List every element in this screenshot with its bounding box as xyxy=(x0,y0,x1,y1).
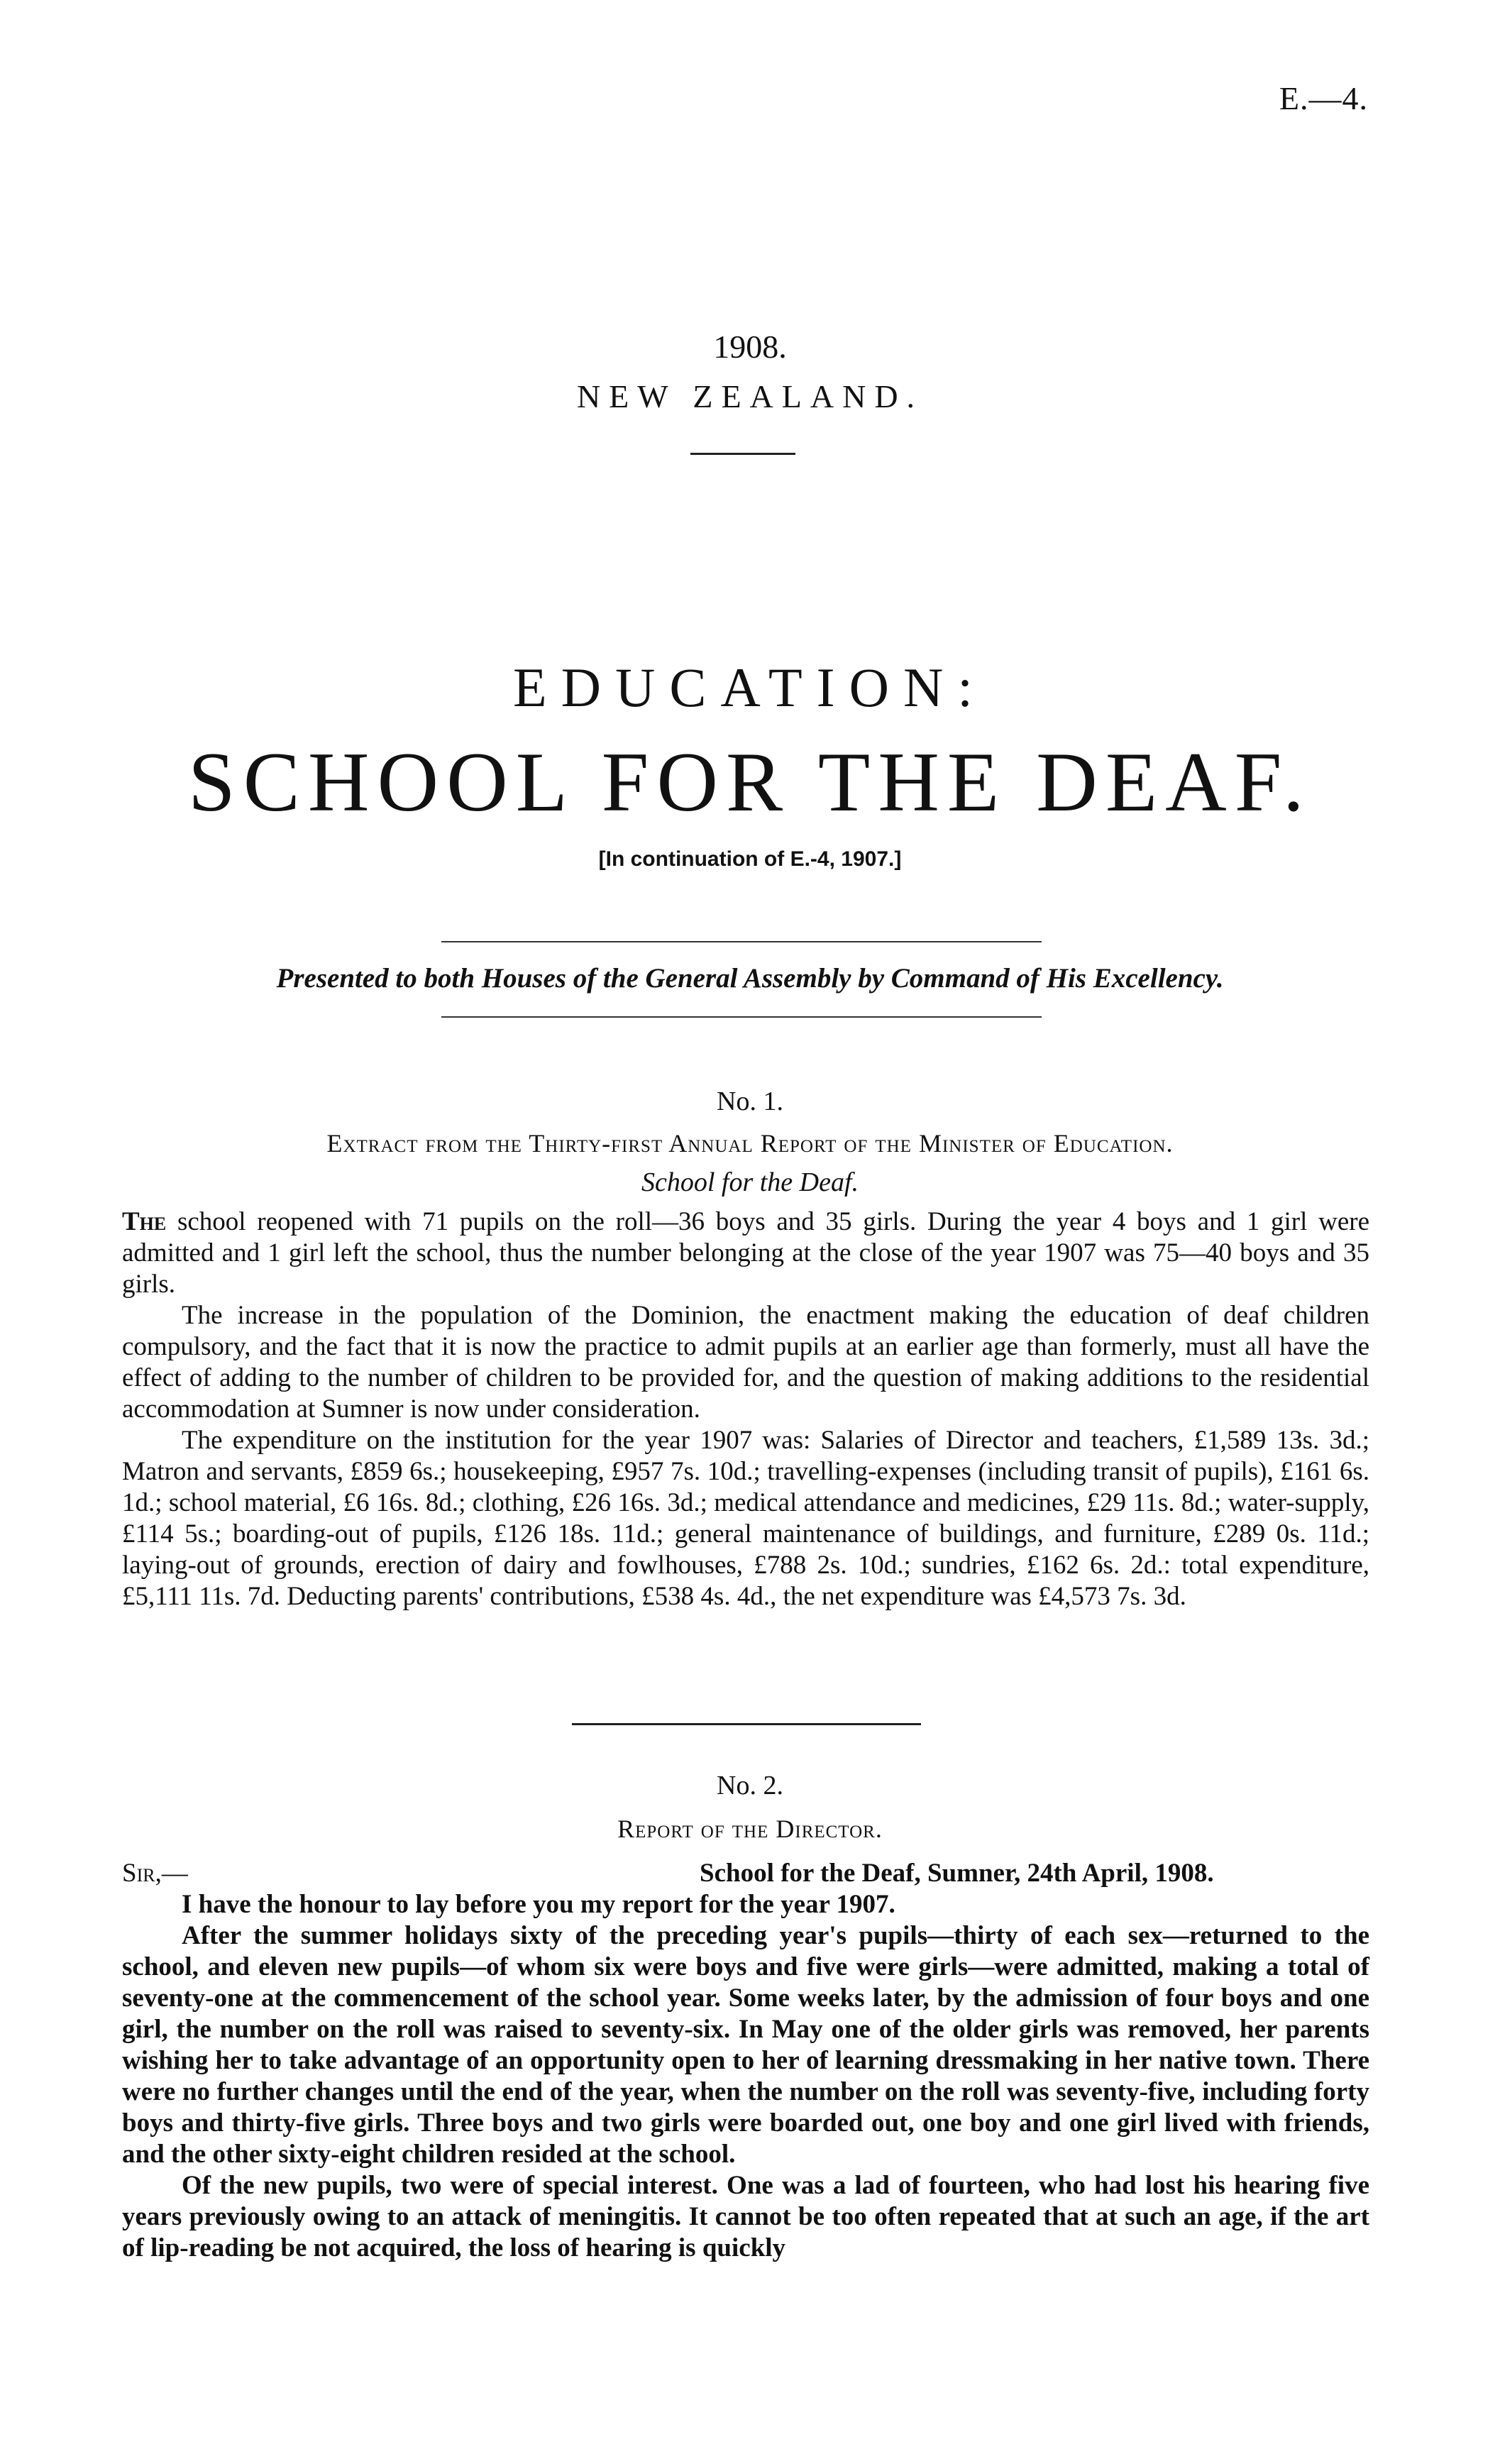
section-1-body xyxy=(122,1206,1369,1612)
presented-rule-top xyxy=(441,941,1042,942)
section-1-number: No. 1. xyxy=(717,1087,783,1116)
section-1-subheading: School for the Deaf. xyxy=(641,1167,859,1197)
title-line-1: EDUCATION: xyxy=(513,656,987,718)
lead-word: The xyxy=(122,1207,167,1236)
page-reference: E.—4. xyxy=(1279,80,1368,116)
title-divider xyxy=(690,453,795,455)
section-2-heading: Report of the Director. xyxy=(617,1815,883,1843)
section-2-number: No. 2. xyxy=(717,1771,783,1800)
report-year: 1908. xyxy=(713,329,787,365)
section-1-heading: Extract from the Thirty-first Annual Report of the Minister of Education. xyxy=(326,1129,1174,1157)
salutation: Sir,— xyxy=(122,1859,188,1888)
presented-rule-bottom xyxy=(441,1016,1042,1018)
section-2-paragraph-3: Of the new pupils, two were of special interest. One was a lad of fourteen, who had lost his hearing five years previously owing to an attack of meningitis. It cannot be too often repeated that at such an age, if the art of lip-reading be not acquired, the loss of hearing is quickly xyxy=(122,2171,1369,2263)
country-name: NEW ZEALAND. xyxy=(576,378,924,414)
continuation-note: [In continuation of E.-4, 1907.] xyxy=(598,847,902,871)
section-1-paragraph-3: The expenditure on the institution for the year 1907 was: Salaries of Director and teachers, £1,589 13s. 3d.; Matron and servants, £859 6s.; housekeeping, £957 7s. 10d.; travelling-expenses (including transit of pupils), £161 6s. 1d.; school material, £6 16s. 8d.; clothing, £26 16s. 3d.; medical attendance and medicines, £29 11s. 8d.; water-supply, £114 5s.; boarding-out of pupils, £126 18s. 11d.; general maintenance of buildings, and furniture, £289 0s. 11d.; laying-out of grounds, erection of dairy and fowlhouses, £788 2s. 10d.; sundries, £162 6s. 2d.: total expenditure, £5,111 11s. 7d. Deducting parents' contributions, £538 4s. 4d., the net expenditure was £4,573 7s. 3d. xyxy=(122,1426,1369,1612)
section-1-paragraph-1: The school reopened with 71 pupils on the roll—36 boys and 35 girls. During the year 4 boys and 1 girl were admitted and 1 girl left the school, thus the number belonging at the close of the year 1907 was 75—40 boys and 35 girls. xyxy=(122,1207,1370,1299)
section-2-paragraph-1: I have the honour to lay before you my report for the year 1907. xyxy=(182,1890,895,1919)
title-line-2: SCHOOL FOR THE DEAF. xyxy=(188,735,1312,829)
section-2-paragraph-2: After the summer holidays sixty of the preceding year's pupils—thirty of each sex—returned to the school, and eleven new pupils—of whom six were boys and five were girls—were admitted, making a total of seventy-one at the commencement of the school year. Some weeks later, by the admission of four boys and one girl, the number on the roll was raised to seventy-six. In May one of the older girls was removed, her parents wishing her to take advantage of an opportunity open to her of learning dressmaking in her native town. There were no further changes until the end of the year, when the number on the roll was seventy-five, including forty boys and thirty-five girls. Three boys and two girls were boarded out, one boy and one girl lived with friends, and the other sixty-eight children resided at the school. xyxy=(122,1921,1369,2169)
section-1-paragraph-2: The increase in the population of the Dominion, the enactment making the education of deaf children compulsory, and the fact that it is now the practice to admit pupils at an earlier age than formerly, must all have the effect of adding to the number of children to be provided for, and the question of making additions to the residential accommodation at Sumner is now under consideration. xyxy=(122,1301,1369,1424)
section-divider xyxy=(572,1723,921,1725)
presented-statement: Presented to both Houses of the General Assembly by Command of His Excellency. xyxy=(276,963,1224,994)
place-and-date: School for the Deaf, Sumner, 24th April, 1908. xyxy=(700,1859,1214,1888)
section-2-body xyxy=(122,1889,1369,2264)
